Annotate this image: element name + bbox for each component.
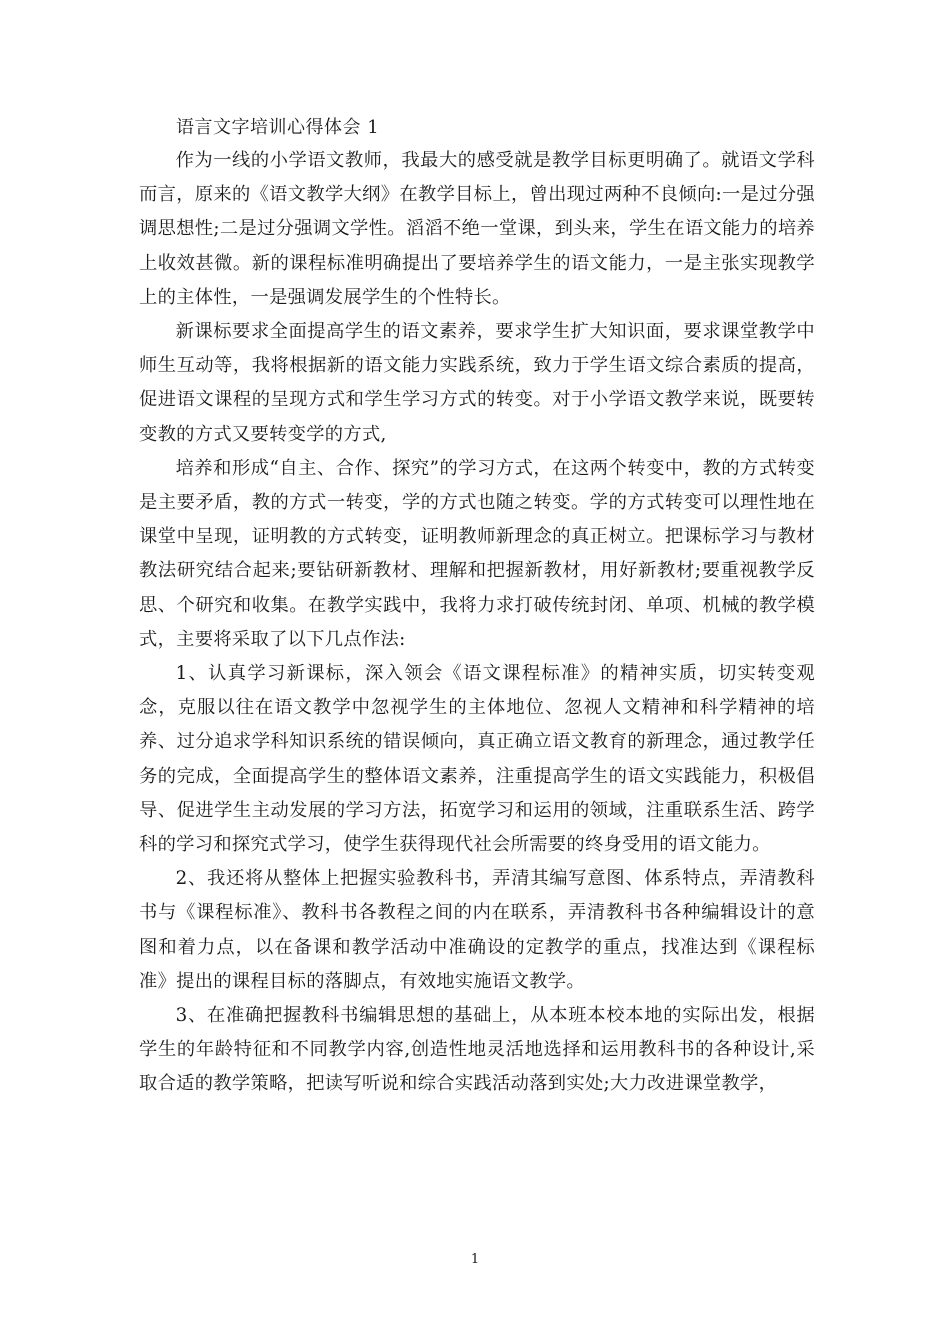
paragraph-new-curriculum: 新课标要求全面提高学生的语文素养，要求学生扩大知识面，要求课堂教学中师生互动等，我将根据新的语文能力实践系统，致力于学生语文综合素质的提高，促进语文课程的呈现方式和学生学习方式的转变。对于小学语文教学来说，既要转变教的方式又要转变学的方式, [139,321,815,445]
page-number: 1 [470,1252,480,1267]
paragraph-point-1: 1、认真学习新课标，深入领会《语文课程标准》的精神实质，切实转变观念，克服以往在语文教学中忽视学生的主体地位、忽视人文精神和科学精神的培养、过分追求学科知识系统的错误倾向，真正确立语文教育的新理念，通过教学任务的完成，全面提高学生的整体语文素养，注重提高学生的语文实践能力，积极倡导、促进学生主动发展的学习方法，拓宽学习和运用的领域，注重联系生活、跨学科的学习和探究式学习，使学生获得现代社会所需要的终身受用的语文能力。 [139,663,815,856]
paragraph-intro: 作为一线的小学语文教师，我最大的感受就是教学目标更明确了。就语文学科而言，原来的《语文教学大纲》在教学目标上，曾出现过两种不良倾向:一是过分强调思想性;二是过分强调文学性。滔滔不绝一堂课，到头来，学生在语文能力的培养上收效甚微。新的课程标准明确提出了要培养学生的语文能力，一是主张实现教学上的主体性，一是强调发展学生的个性特长。 [139,150,815,308]
document-title: 语言文字培训心得体会 1 [176,117,380,138]
paragraph-learning-style: 培养和形成“自主、合作、探究”的学习方式，在这两个转变中，教的方式转变是主要矛盾，教的方式一转变，学的方式也随之转变。学的方式转变可以理性地在课堂中呈现，证明教的方式转变，证明教师新理念的真正树立。把课标学习与教材教法研究结合起来;要钻研新教材、理解和把握新教材，用好新教材;要重视教学反思、个研究和收集。在教学实践中，我将力求打破传统封闭、单项、机械的教学模式，主要将采取了以下几点作法: [139,457,815,650]
paragraph-point-3: 3、在准确把握教科书编辑思想的基础上，从本班本校本地的实际出发，根据学生的年龄特征和不同教学内容,创造性地灵活地选择和运用教科书的各种设计,采取合适的教学策略，把读写听说和综合实践活动落到实处;大力改进课堂教学， [139,1005,815,1095]
paragraph-point-2: 2、我还将从整体上把握实验教科书，弄清其编写意图、体系特点，弄清教科书与《课程标准》、教科书各教程之间的内在联系，弄清教科书各种编辑设计的意图和着力点，以在备课和教学活动中准确设的定教学的重点，找准达到《课程标准》提出的课程目标的落脚点，有效地实施语文教学。 [139,868,815,992]
document-page [139,112,815,1102]
